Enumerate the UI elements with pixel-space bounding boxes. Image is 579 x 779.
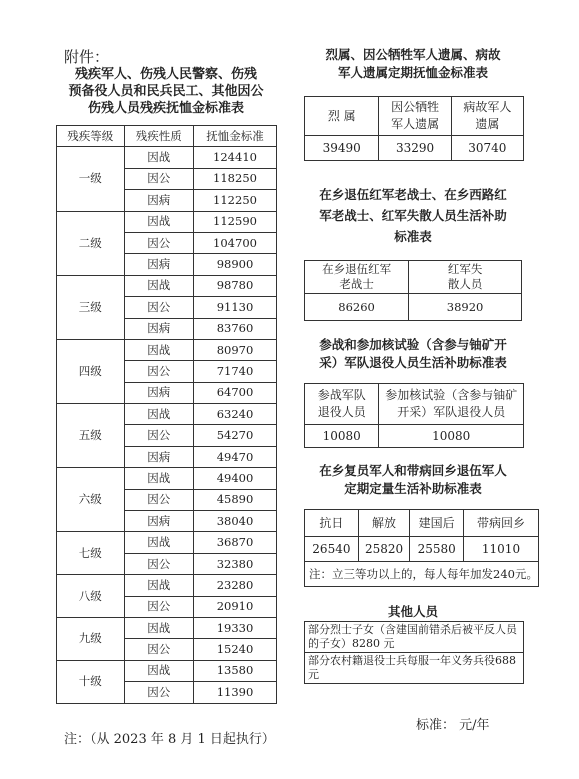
amount-cell: 15240 [194,639,277,660]
grade-cell: 二级 [57,211,125,275]
header-martyr-family: 烈 属 [305,97,379,136]
title-line: 烈属、因公牺牲军人遗属、病故 [325,47,501,62]
demobilized-table-title [300,462,526,498]
red-army-subsidy-table [304,260,522,321]
amount-cell: 112250 [194,190,277,211]
title-line: 残疾军人、伤残人民警察、伤残 [74,67,257,82]
amount-cell: 91130 [194,297,277,318]
nature-cell: 因病 [124,318,193,339]
others-table-title: 其他人员 [387,604,438,619]
table-row [305,294,522,321]
nature-cell: 因战 [124,147,193,168]
amount-cell: 38040 [194,511,277,532]
table-header-row [305,97,524,136]
title-line: 军人遗属定期抚恤金标准表 [337,65,488,80]
table-row [305,425,524,448]
red-army-table-title [300,184,526,247]
nature-cell: 因病 [124,446,193,467]
grade-cell: 七级 [57,532,125,575]
amount-cell: 54270 [194,425,277,446]
amount-cell: 63240 [194,404,277,425]
value-cell: 11010 [464,537,539,562]
amount-cell: 118250 [194,168,277,189]
amount-cell: 104700 [194,232,277,253]
table-row [305,653,524,684]
effective-date-note: 注：（从 2023 年 8 月 1 日起执行） [64,732,275,747]
title-line: 伤残人员残疾抚恤金标准表 [87,101,244,116]
amount-cell: 45890 [194,489,277,510]
table-row [57,211,277,232]
header-liberation: 解放 [358,510,409,537]
table-header-row [305,384,524,425]
grade-cell: 五级 [57,404,125,468]
grade-cell: 八级 [57,575,125,618]
grade-cell: 一级 [57,147,125,211]
survivor-pension-table [304,96,524,161]
bonus-note: 注：立三等功以上的，每人每年加发240元。 [305,562,539,587]
attachment-label: 附件： [64,48,110,66]
grade-cell: 十级 [57,660,125,703]
disability-table-title [56,66,276,117]
amount-cell: 49470 [194,446,277,467]
survivor-table-title [300,46,526,82]
header-nature: 残疾性质 [124,126,193,147]
others-row-martyr-children: 部分烈士子女（含建国前错杀后被平反人员的子女）8280 元 [305,622,524,653]
disability-table-body [57,147,277,703]
demobilized-subsidy-table [304,509,539,587]
header-illness-return: 带病回乡 [464,510,539,537]
value-cell: 86260 [305,294,409,321]
amount-cell: 49400 [194,468,277,489]
nature-cell: 因公 [124,232,193,253]
nature-cell: 因公 [124,361,193,382]
amount-cell: 98900 [194,254,277,275]
unit-label: 标准： 元/年 [416,718,490,733]
nature-cell: 因战 [124,404,193,425]
header-post-founding: 建国后 [410,510,464,537]
nature-cell: 因公 [124,168,193,189]
amount-cell: 32380 [194,553,277,574]
value-cell: 25820 [358,537,409,562]
table-row [305,537,539,562]
grade-cell: 六级 [57,468,125,532]
grade-cell: 四级 [57,339,125,403]
table-row [305,622,524,653]
amount-cell: 11390 [194,682,277,703]
header-red-army-veteran: 在乡退伍红军老战士 [305,261,409,294]
disability-pension-table [56,125,277,704]
table-row [57,532,277,553]
amount-cell: 98780 [194,275,277,296]
others-row-rural-veterans: 部分农村籍退役士兵每服一年义务兵役688 元 [305,653,524,684]
nature-cell: 因公 [124,297,193,318]
value-cell: 10080 [379,425,524,448]
nature-cell: 因病 [124,190,193,211]
amount-cell: 124410 [194,147,277,168]
nature-cell: 因战 [124,339,193,360]
header-duty-death-family: 因公牺牲军人遗属 [379,97,451,136]
header-nuclear-test-veterans: 参加核试验（含参与铀矿开采）军队退役人员 [379,384,524,425]
nature-cell: 因战 [124,532,193,553]
combat-nuclear-table-title [300,336,526,372]
header-amount: 抚恤金标准 [194,126,277,147]
table-row [57,275,277,296]
value-cell: 38920 [409,294,522,321]
title-line: 定期定量生活补助标准表 [344,481,482,496]
value-cell: 26540 [305,537,359,562]
nature-cell: 因战 [124,617,193,638]
nature-cell: 因战 [124,575,193,596]
header-combat-veterans: 参战军队退役人员 [305,384,379,425]
amount-cell: 64700 [194,382,277,403]
value-cell: 25580 [410,537,464,562]
nature-cell: 因战 [124,211,193,232]
amount-cell: 13580 [194,660,277,681]
nature-cell: 因公 [124,639,193,660]
table-header-row [305,510,539,537]
combat-nuclear-subsidy-table [304,383,524,448]
header-anti-japanese: 抗日 [305,510,359,537]
title-line: 在乡复员军人和带病回乡退伍军人 [319,463,507,478]
table-row [57,404,277,425]
nature-cell: 因战 [124,468,193,489]
amount-cell: 19330 [194,617,277,638]
nature-cell: 因公 [124,489,193,510]
table-note-row [305,562,539,587]
table-row [57,617,277,638]
table-row [57,575,277,596]
amount-cell: 83760 [194,318,277,339]
table-row [305,136,524,161]
title-line: 标准表 [394,229,432,244]
nature-cell: 因公 [124,425,193,446]
grade-cell: 九级 [57,617,125,660]
table-header-row [305,261,522,294]
amount-cell: 20910 [194,596,277,617]
others-table [304,621,524,684]
value-cell: 33290 [379,136,451,161]
title-line: 军老战士、红军失散人员生活补助 [319,208,507,223]
nature-cell: 因病 [124,382,193,403]
title-line: 在乡退伍红军老战士、在乡西路红 [319,187,507,202]
title-line: 参战和参加核试验（含参与铀矿开 [319,337,507,352]
grade-cell: 三级 [57,275,125,339]
header-grade: 残疾等级 [57,126,125,147]
amount-cell: 36870 [194,532,277,553]
title-line: 预备役人员和民兵民工、其他因公 [68,84,264,99]
nature-cell: 因病 [124,254,193,275]
header-illness-death-family: 病故军人遗属 [451,97,523,136]
nature-cell: 因战 [124,660,193,681]
value-cell: 10080 [305,425,379,448]
table-row [57,147,277,168]
value-cell: 30740 [451,136,523,161]
nature-cell: 因病 [124,511,193,532]
nature-cell: 因战 [124,275,193,296]
value-cell: 39490 [305,136,379,161]
amount-cell: 80970 [194,339,277,360]
amount-cell: 112590 [194,211,277,232]
title-line: 采）军队退役人员生活补助标准表 [319,355,507,370]
nature-cell: 因公 [124,682,193,703]
header-red-army-dispersed: 红军失散人员 [409,261,522,294]
amount-cell: 23280 [194,575,277,596]
amount-cell: 71740 [194,361,277,382]
table-row [57,468,277,489]
table-header-row [57,126,277,147]
nature-cell: 因公 [124,553,193,574]
nature-cell: 因公 [124,596,193,617]
table-row [57,660,277,681]
table-row [57,339,277,360]
